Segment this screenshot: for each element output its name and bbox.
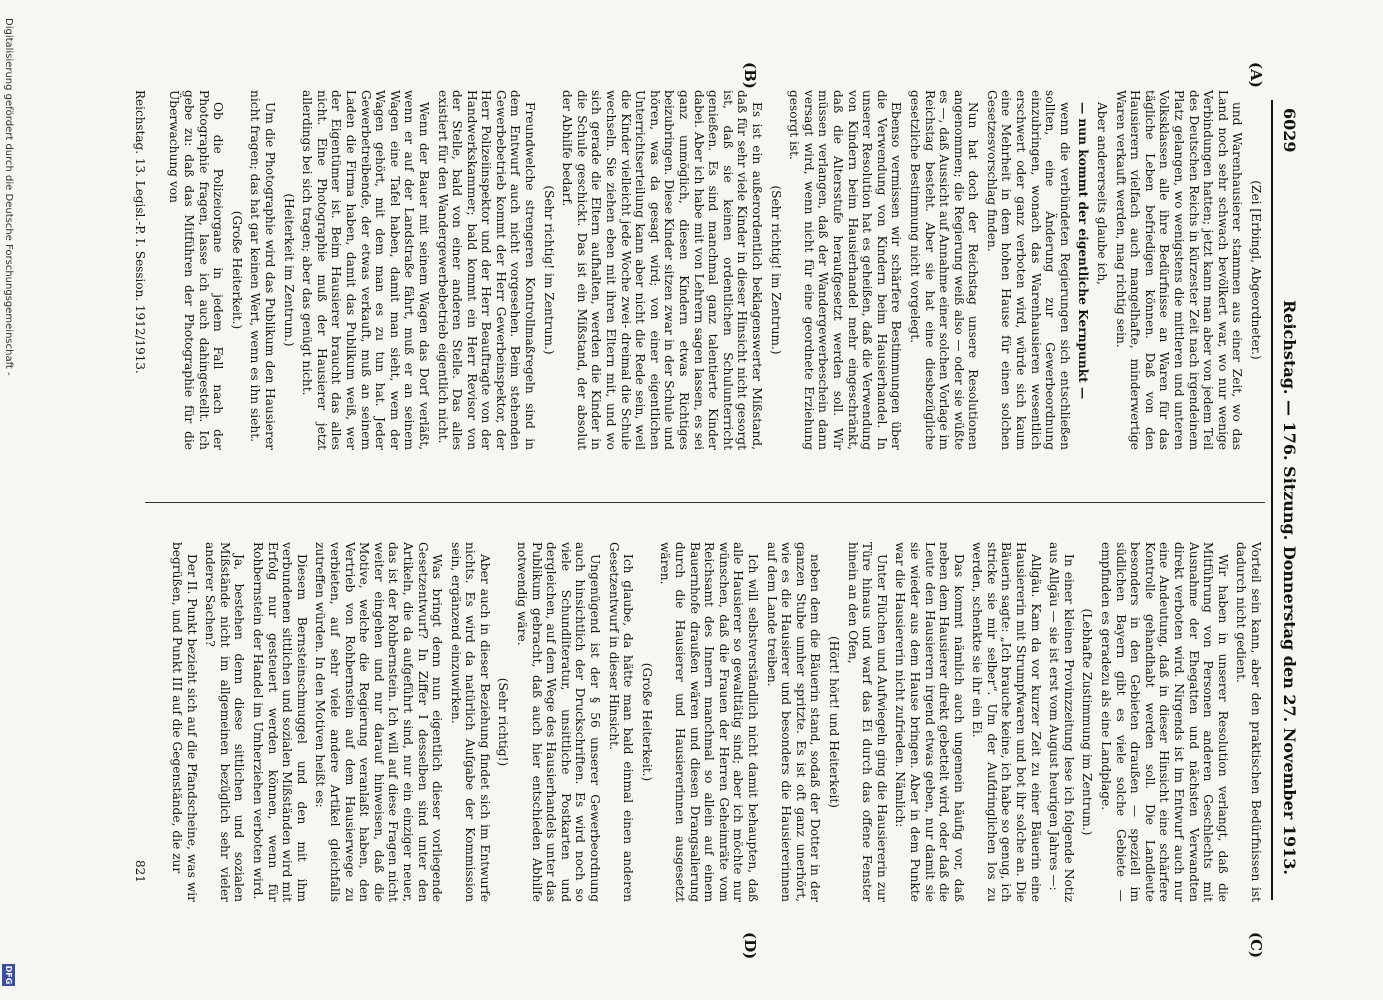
paragraph: Ebenso vermissen wir schärfere Bestimmungen über die Verwendung von Kindern beim Hausierhandel. In unserer Resolution hat es geheißen, daß die Verwendung von Kindern beim Hausierhandel mehr eingeschränkt, daß die Altersstufe heraufgesetzt werden soll. Wir müssen verlangen, daß der Wandergewerbeschein dann versagt wird, wenn nicht für eine geordnete Erziehung gesorgt ist. bbox=[787, 90, 904, 450]
credit-text: Digitalisierung gefördert durch die Deutsche Forschungsgemeinschaft - bbox=[3, 18, 14, 376]
margin-mark-d: (D) bbox=[741, 932, 759, 960]
header-rule bbox=[1271, 100, 1273, 900]
paragraph: Um die Photographie wird das Publikum den Hausierer nicht fragen; das hat gar keinen Wert, wenn es ihn sieht. bbox=[248, 90, 277, 450]
dfg-logo-icon: DFG bbox=[4, 965, 13, 985]
footer-session-info: Reichstag. 13. Legisl.-P. I. Session. 1912/1913. bbox=[133, 90, 147, 374]
paragraph: (Heiterkeit im Zentrum.) bbox=[281, 193, 296, 347]
paragraph: neben dem die Bäuerin stand, sodaß der Dotter in der ganzen Stube umher spritzte. Es ist oft ganz unerhört, wie es die Hausierer und besonders die Hausiererinnen auf dem Lande treiben. bbox=[764, 542, 823, 902]
page-number: 6029 bbox=[1280, 108, 1299, 153]
paragraph: Aber andererseits glaube ich, bbox=[1095, 102, 1110, 286]
paragraph: Ich will selbstverständlich nicht damit behaupten, daß alle Hausierer so gewalttätig sind; aber ich möchte nur wünschen, daß die Frauen der Herren Geheimräte vom Reichsamt des Innern manchmal so allein auf einem Bauernhofe draußen wären und diesen Drangsalierung durch die Hausierer und Hausiererinnen ausgesetzt wären. bbox=[658, 542, 760, 902]
paragraph: Vorteil sein kann, aber den praktischen Bedürfnissen ist dadurch nicht gedient. bbox=[1234, 542, 1263, 902]
paragraph: (Hört! hört! und Heiterkeit) bbox=[826, 635, 841, 809]
paragraph: Es ist ein außerordentlich beklagenswerter Mißstand, daß für sehr viele Kinder in dieser Hinsicht nicht gesorgt ist, daß sie keinen ordentlichen Schulunterricht genießen. Es sind manchmal ganz talentierte Kinder dabei. Aber ich habe mit von Lehrern sagen lassen, es sei ganz unmöglich, diesen Kindern etwas Richtiges beizubringen. Diese Kinder sitzen zwar in der Schule und hören, was da gesagt wird; von einer eigentlichen Unterrichtserteilung kann aber nicht die Rede sein, weil die Kinder vielleicht jede Woche zwei- dreimal die Schule wechseln. Sie ziehen eben mit ihren Eltern mit, und wo sich gerade die Eltern aufhalten, werden die Kinder in die Schule geschickt. Das ist ein Mißstand, der absolut der Abhilfe bedarf. bbox=[560, 90, 764, 450]
paragraph: Freundwelche strengeren Kontrollmaßregeln sind in dem Entwurf auch nicht vorgesehen. Beim stehenden Gewerbebetrieb kommt der Herr Gewerbeinspektor, der Herr Polizeiinspektor und der Herr Beauftragte von der Handwerkskammer; bald kommt ein Herr Revisor von der Stelle, bald von einer anderen Stelle. Das alles existiert für den Wandergewerbebetrieb eigentlich nicht. bbox=[435, 90, 538, 450]
margin-mark-a: (A) bbox=[1247, 62, 1265, 88]
paragraph: (Sehr richtig!) bbox=[496, 677, 511, 767]
paragraph: Der II. Punkt bezieht sich auf die Pfandscheine, was wir begrüßen, und Punkt III auf die Gegenstände, die zur bbox=[170, 542, 199, 902]
paragraph: Diesem Bernsteinschmuggel und den mit ihm verbundenen sittlichen und sozialen Mißständen wird mit Erfolg nur gesteuert werden können, wenn für Rohbernstein der Handel im Umherziehen verboten wird. bbox=[251, 542, 309, 902]
paragraph: Nun hat doch der Reichstag unsere Resolutionen angenommen; die Regierung weiß also — oder sie wüßte es —, daß Aussicht auf Annahme einer solchen Vorlage im Reichstag besteht. Aber sie hat eine diesbezügliche gesetzliche Bestimmung nicht vorgelegt. bbox=[907, 90, 981, 450]
paragraph: Das kommt nämlich auch ungemein häufig vor, daß neben dem Hausierer direkt gebettelt wird, oder daß die Leute den Hausierern irgend etwas geben, nur damit sie sie wieder aus dem Hause bringen. Aber in dem Punkte war die Hausiererin nicht zufrieden. Nämlich: bbox=[893, 542, 966, 902]
paragraph: In einer kleinen Provinzzeitung lese ich folgende Notiz aus Allgäu — sie ist erst vom August heurigen Jahres —: bbox=[1047, 542, 1076, 902]
paragraph: Wir haben in unserer Resolution verlangt, daß die Mitführung von Personen anderen Geschlechts mit Ausnahme der Ehegatten und nächsten Verwandten direkt verboten wird. Nirgends ist im Entwurf auch nur eine Andeutung, daß in dieser Hinsicht eine schärfere Kontrolle gehandhabt werden soll. Die Landleute besonders in den Gebieten draußen — speziell im südlichen Bayern gibt es viele solche Gebiete — empfinden es geradezu als eine Landplage. bbox=[1099, 542, 1230, 902]
running-header: Reichstag. — 176. Sitzung. Donnerstag den 27. November 1913. bbox=[1280, 300, 1299, 875]
paragraph: — nun kommt der eigentliche Kernpunkt — bbox=[1076, 102, 1091, 400]
right-text-column bbox=[151, 542, 1263, 902]
digitization-credit bbox=[0, 0, 15, 1000]
paragraph: Ja, bestehen denn diese sittlichen und sozialen Mißstände nicht im allgemeinen bezüglich sehr vieler anderer Sachen? bbox=[203, 542, 247, 902]
paragraph: Ich glaube, da hätte man bald einmal einen anderen Gesetzentwurf in dieser Hinsicht. bbox=[606, 542, 636, 902]
paragraph: und Warenhausierer stammen aus einer Zeit, wo das Land noch sehr schwach bevölkert war, wo nur wenige Verbindungen hatten; jetzt kann man aber von jedem Teil des Deutschen Reichs in kürzester Zeit nach irgendeinem Platz gelangen, wo wenigstens die mittleren und unteren Volksklassen alle ihre Bedürfnisse an Waren für das tägliche Leben befriedigen können. Daß von den Hausierern vielfach auch mangelhafte, minderwertige Waren verkauft werden, mag richtig sein. bbox=[1113, 90, 1245, 450]
paragraph: (Lebhafte Zustimmung im Zentrum.) bbox=[1080, 608, 1095, 836]
column-divider bbox=[145, 502, 1265, 503]
paragraph: Ob die Polizeiorgane in jedem Fall nach der Photographie fragen, lasse ich auch dahingestellt. Ich gebe zu: daß das Mitführen der Photographie für die Überwachung von bbox=[167, 90, 226, 450]
paragraph: Was bringt denn nun eigentlich dieser vorliegende Gesetzentwurf? In Ziffer I desselben sind unter den Artikeln, die da aufgeführt sind, nur ein einziger neuer, das ist der Rohbernstein. Ich will auf diese Fragen nicht weiter eingehen und nur darauf hinweisen, daß die Motive, welche die Regierung veranlaßt haben, den Vertrieb von Rohbernstein auf dem Hausierwege zu verbieten, auf sehr viele andere Artikel gleichfalls zutreffen würden. In den Motiven heißt es: bbox=[313, 542, 445, 902]
paragraph: Ungenügend ist der § 56 unserer Gewerbeordnung auch hinsichtlich der Druckschriften. Es wird noch so viele Schundliteratur, unsittliche Postkarten und dergleichen, auf dem Wege des Hausierhandels unter das Publikum gebracht, daß auch hier entschieden Abhilfe notwendig wäre. bbox=[515, 542, 603, 902]
paragraph: (Sehr richtig! im Zentrum.) bbox=[768, 185, 783, 355]
paragraph: Wenn der Bauer mit seinem Wagen das Dorf verläßt, wenn er auf der Landstraße fährt, muß er an seinem Wagen eine Tafel haben, damit man sieht, wem der Wagen gehört, mit dem man es zu tun hat. Jeder Gewerbetreibende, der etwas verkauft, muß an seinem Laden die Firma haben, damit das Publikum weiß, wer der Eigentümer ist. Beim Hausierer braucht das alles nicht. Eine Photographie muß der Hausierer jetzt allerdings bei sich tragen; aber das genügt nicht. bbox=[300, 90, 431, 450]
paragraph: wenn die verbündeten Regierungen sich entschließen sollten, eine Änderung zur Gewerbeordnung einzubringen, wonach das Warenhausieren wesentlich erschwert oder ganz verboten wird, würde sich kaum eine Mehrheit in dem hohen Hause für einen solchen Gesetzesvorschlag finden. bbox=[984, 90, 1072, 450]
paragraph: (Große Heiterkeit.) bbox=[229, 210, 244, 330]
left-text-column bbox=[151, 90, 1263, 450]
paragraph: (Zei [Erbingl, Abgeordneter.) bbox=[1249, 180, 1263, 360]
footer-sheet-number: 821 bbox=[133, 860, 147, 883]
paragraph: (Große Heiterkeit.) bbox=[639, 662, 654, 782]
paragraph: Unter Flüchen und Aufwiegeln ging die Hausiererin zur Türe hinaus und warf das Ei durch das offene Fenster hinein an den Ofen, bbox=[845, 542, 889, 902]
paragraph: Aber auch in dieser Beziehung findet sich im Entwurfe nichts. Es wird da natürlich Aufgabe der Kommission sein, ergänzend einzuwirken. bbox=[448, 542, 492, 902]
paragraph: Allgäu. Kam da vor kurzer Zeit zu einer Bäuerin eine Hausiererin mit Strumpfwaren und bot ihr solche an. Die Bäuerin sagte: „Ich brauche keine, ich habe so genug, ich stricke sie mir selber“. Um der Aufdringlichen los zu werden, schenkte sie ihr ein Ei. bbox=[970, 542, 1043, 902]
margin-mark-c: (C) bbox=[1247, 932, 1265, 959]
paragraph: (Sehr richtig! im Zentrum.) bbox=[541, 185, 556, 355]
margin-mark-b: (B) bbox=[741, 62, 759, 89]
